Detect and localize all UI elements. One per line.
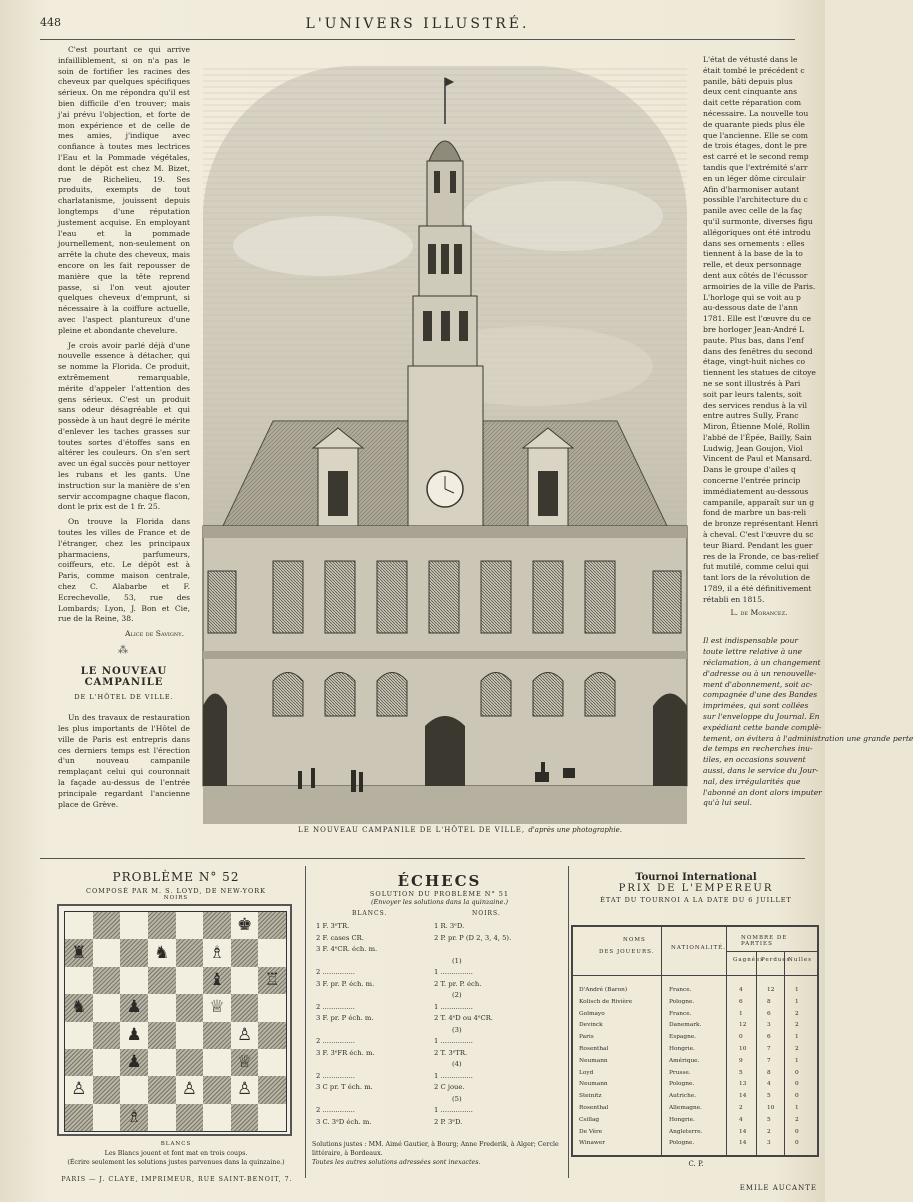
tournament-header <box>575 872 817 904</box>
move-blancs: 2 ............... <box>316 1002 355 1011</box>
games-lost: 8 <box>767 998 771 1005</box>
games-lost: 12 <box>767 987 775 993</box>
board-square <box>120 912 148 939</box>
games-drawn: 0 <box>795 1128 799 1135</box>
chess-piece: ♟ <box>120 1049 148 1076</box>
notice-line: expédiant cette bande complè- <box>703 722 822 732</box>
board-square <box>176 939 204 966</box>
table-col-rule <box>661 927 662 1155</box>
move-blancs: 2 ............... <box>316 1037 355 1045</box>
games-drawn: 2 <box>795 1010 799 1017</box>
board-square <box>65 967 93 994</box>
board-square <box>65 1104 93 1131</box>
board-square <box>231 1104 259 1131</box>
games-won: 10 <box>739 1046 747 1052</box>
games-lost: 7 <box>767 1057 771 1064</box>
notice-line: aussi, dans le service du Jour- <box>703 766 819 775</box>
right-column-line: Vincent de Paul et Mansard. <box>703 454 813 464</box>
move-noirs: (5) <box>452 1094 462 1103</box>
right-column-line: tiennent à la base de la to <box>703 249 803 259</box>
board-square <box>176 994 204 1021</box>
right-column-line: nécessaire. La nouvelle tou <box>703 108 809 118</box>
right-column-line: armoiries de la ville de Paris. <box>703 281 816 291</box>
chess-piece: ♗ <box>120 1104 148 1131</box>
right-column-line: dans ses ornements : elles <box>703 238 805 248</box>
games-won: 12 <box>739 1022 747 1029</box>
engraving-caption <box>260 826 660 834</box>
tournament-subtitle: ÉTAT DU TOURNOI A LA DATE DU 6 JUILLET <box>600 896 792 904</box>
player-name: Steinitz <box>579 1093 602 1100</box>
right-column-line: possible l'architecture du c <box>703 195 808 205</box>
board-square <box>203 912 231 939</box>
right-column-line: en un léger dôme circulair <box>703 173 806 183</box>
games-lost: 6 <box>767 1010 771 1017</box>
section-title: LE NOUVEAU CAMPANILE <box>80 665 168 688</box>
games-won: 6 <box>739 998 743 1005</box>
board-square <box>258 994 286 1021</box>
chess-piece: ♗ <box>203 939 231 966</box>
notice-line: nal, des irrégularités que <box>703 776 801 786</box>
player-nationality: Pologne. <box>669 998 695 1005</box>
games-drawn: 0 <box>795 1093 799 1100</box>
problem-author: COMPOSÉ PAR M. S. LOYD, DE NEW-YORK <box>85 887 267 895</box>
head-gagnees: Gagnées <box>733 957 765 963</box>
left-paragraph-3: On trouve la Florida dans toutes les villes de France et de l'étranger, chez les principaux pharmaciens, parfumeurs, coiffeurs, etc. Le dépôt est à Paris, comme maison centrale, chez C. Alabarbe et F. Ecrechevolle, 53, rue des Lombards; Lyon, J. Bon et Cie, rue de la Reine, 38. <box>58 517 190 624</box>
player-nationality: Autriche. <box>669 1093 697 1100</box>
chess-board <box>57 904 292 1136</box>
head-noms: NOMS <box>623 937 646 943</box>
col-blancs: BLANCS. <box>352 910 388 917</box>
board-square <box>65 1049 93 1076</box>
chess-piece: ♙ <box>231 1022 259 1049</box>
player-name: Winawer <box>579 1140 606 1147</box>
player-nationality: Hongrie. <box>669 1116 695 1123</box>
table-col-rule <box>726 927 727 1155</box>
right-column-line: campanile, apparaît sur un g <box>703 497 815 507</box>
solvers <box>312 1140 567 1167</box>
board-square <box>203 1049 231 1076</box>
chess-piece: ♖ <box>258 967 286 994</box>
right-column-line: panile avec celle de la faç <box>703 206 803 216</box>
caption-source: d'après une photographie. <box>528 826 622 834</box>
right-column-line: res de la Fronde, ce bas-relief <box>703 551 819 561</box>
board-square <box>65 912 93 939</box>
right-column-line: fond de marbre un bas-reli <box>703 508 807 518</box>
move-blancs: 3 F. 4ᵉCR. éch. m. <box>316 945 378 953</box>
right-column <box>703 55 913 809</box>
games-lost: 7 <box>767 1046 771 1052</box>
board-square <box>203 1022 231 1049</box>
board-square <box>258 1076 286 1103</box>
right-column-line: des services rendus à la vil <box>703 400 807 410</box>
right-column-line: dent aux côtés de l'écussor <box>703 270 808 280</box>
right-column-line: deux cent cinquante ans <box>703 87 798 97</box>
games-won: 4 <box>739 987 743 993</box>
move-noirs: 1 R. 3ᵉD. <box>434 922 465 930</box>
move-blancs: 3 C. 3ᵉD éch. m. <box>316 1117 372 1126</box>
player-nationality: France. <box>669 987 692 993</box>
chess-problem <box>52 870 300 901</box>
board-square <box>93 1049 121 1076</box>
chess-piece: ♙ <box>231 1076 259 1103</box>
board-square <box>258 1049 286 1076</box>
board-square <box>203 1076 231 1103</box>
head-perdues: Perdues <box>761 957 791 963</box>
left-column <box>58 45 190 814</box>
notice-line: d'adresse ou à un renouvelle- <box>703 668 817 678</box>
imprint: PARIS — J. CLAYE, IMPRIMEUR, RUE SAINT-BENOIT, 7. <box>61 1176 293 1183</box>
journal-title: L'UNIVERS ILLUSTRÉ. <box>305 16 530 32</box>
col-noirs: NOIRS. <box>472 910 501 917</box>
campanile-engraving <box>203 66 687 824</box>
player-nationality: Pologne. <box>669 1081 695 1088</box>
games-drawn: 1 <box>795 1057 799 1064</box>
right-column-line: Miron, Étienne Molé, Rollin <box>703 422 810 432</box>
board-square <box>176 1049 204 1076</box>
right-signature: L. de Morancez. <box>730 607 788 617</box>
move-blancs: 2 ............... <box>316 1071 355 1080</box>
move-noirs: 2 P. 3ᵉD. <box>434 1117 463 1126</box>
notice-line: ment d'abonnement, soit ac- <box>703 679 813 689</box>
board-square <box>148 1104 176 1131</box>
games-lost: 5 <box>767 1093 771 1100</box>
games-lost: 10 <box>767 1105 775 1111</box>
move-noirs: 2 P. pr. P (D 2, 3, 4, 5). <box>434 933 512 942</box>
games-drawn: 0 <box>795 1081 799 1088</box>
left-signature: Alice de Savigny. <box>125 629 184 639</box>
right-column-line: teur Biard. Pendant les guer <box>703 540 813 550</box>
board-square <box>176 912 204 939</box>
board-square <box>258 912 286 939</box>
right-column-line: tant lors de la révolution de <box>703 573 811 583</box>
right-column-line: qu'il surmonte, diverses figu <box>703 216 813 226</box>
board-square <box>120 939 148 966</box>
tournament-initials: C. P. <box>688 1160 704 1168</box>
move-noirs: (2) <box>452 991 462 999</box>
right-column-line: L'horloge qui se voit au p <box>703 292 801 302</box>
move-blancs: 3 C pr. T éch. m. <box>316 1083 373 1091</box>
games-drawn: 1 <box>795 987 799 993</box>
player-name: Paris <box>579 1034 594 1041</box>
board-square <box>148 994 176 1021</box>
board-square <box>176 1022 204 1049</box>
header-rule <box>40 39 795 40</box>
chess-solution <box>312 872 567 1128</box>
move-noirs: 1 ............... <box>434 1037 473 1045</box>
games-lost: 6 <box>767 1034 771 1041</box>
move-noirs: 1 ............... <box>434 1071 473 1080</box>
right-column-line: au-dessous date de l'ann <box>703 303 798 313</box>
move-noirs: 2 T. 3ᵉTR. <box>434 1048 468 1057</box>
right-column-text <box>703 55 821 606</box>
right-column-line: de bronze représentant Henri <box>703 519 819 529</box>
board-square <box>93 912 121 939</box>
notice-line: tement, on évitera à l'administration une grande perte <box>703 733 913 743</box>
games-drawn: 2 <box>795 1022 799 1029</box>
games-won: 14 <box>739 1140 747 1147</box>
section-paragraph: Un des travaux de restauration les plus importants de l'Hôtel de ville de Paris est entrepris dans ces derniers temps est l'érection d'un nouveau campanile remplaçant celui qui couronnait la façade au-dessus de l'entrée principale regardant l'ancienne place de Grève. <box>58 713 190 809</box>
right-column-line: panile, bâti depuis plus <box>703 76 793 86</box>
move-noirs: 2 C joue. <box>434 1083 465 1091</box>
games-won: 4 <box>739 1116 743 1123</box>
board-square <box>93 939 121 966</box>
player-name: Neumann <box>579 1057 608 1064</box>
move-blancs: 3 F. pr. P. éch. m. <box>316 979 375 988</box>
move-noirs: 1 ............... <box>434 968 473 976</box>
games-drawn: 1 <box>795 1034 799 1041</box>
move-noirs: (1) <box>452 956 462 965</box>
chess-piece: ♝ <box>203 967 231 994</box>
chess-piece: ♜ <box>65 939 93 966</box>
games-won: 9 <box>739 1057 743 1064</box>
board-square <box>231 967 259 994</box>
ornament: ⁂ <box>118 645 130 657</box>
notice-line: qu'à lui seul. <box>703 798 753 808</box>
move-noirs: 2 T. 4ᵉD ou 4ᵉCR. <box>434 1014 493 1022</box>
right-column-line: relle, et deux personnage <box>703 260 802 270</box>
notice-line: Il est indispensable pour <box>703 636 799 646</box>
board-square <box>93 994 121 1021</box>
board-square <box>93 1022 121 1049</box>
left-paragraph-2: Je crois avoir parlé déjà d'une nouvelle essence à détacher, qui se nomme la Florida. Ce produit, extrêmement remarquable, mérite d'appeler l'attention des gens sérieux. C'est un produit sans odeur désagréable et qui possède à un haut degré le mérite d'enlever les taches grasses sur toutes sortes d'étoffes sans en altérer les couleurs. On s'en sert avec un égal succès pour nettoyer les rubans et les gants. Une instruction sur la manière de s'en servir accompagne chaque flacon, dont le prix est de 1 fr. 25. <box>58 340 190 512</box>
board-square <box>203 1104 231 1131</box>
games-drawn: 0 <box>795 1140 799 1147</box>
player-nationality: Espagne. <box>669 1034 697 1041</box>
page-number: 448 <box>40 16 61 29</box>
right-column-line: immédiatement au-dessous <box>703 486 809 496</box>
move-noirs: 1 ............... <box>434 1106 473 1114</box>
games-won: 14 <box>739 1128 747 1135</box>
section-subtitle: DE L'HÔTEL DE VILLE. <box>74 693 174 702</box>
right-column-line: rétabli en 1815. <box>703 594 765 604</box>
right-column-line: à cheval. C'est l'œuvre du sc <box>703 530 814 540</box>
move-blancs: 2 ............... <box>316 1106 355 1114</box>
problem-instruction: Les Blancs jouent et font mat en trois coups. <box>104 1150 248 1157</box>
board-square <box>93 1104 121 1131</box>
move-blancs: 1 F. 3ᵉTR. <box>316 922 350 930</box>
right-column-line: concerne l'entrée princip <box>703 476 801 486</box>
player-nationality: Prusse. <box>669 1069 691 1076</box>
tournament-table <box>571 925 819 1157</box>
column-divider <box>305 866 306 1178</box>
board-square <box>148 1076 176 1103</box>
games-lost: 3 <box>767 1140 771 1147</box>
chess-piece: ♙ <box>65 1076 93 1103</box>
column-divider <box>568 866 569 1178</box>
board-square <box>120 967 148 994</box>
right-column-line: que l'ancienne. Elle se com <box>703 130 809 140</box>
games-won: 2 <box>739 1105 743 1111</box>
games-won: 5 <box>739 1069 743 1076</box>
board-square <box>148 1049 176 1076</box>
right-column-line: est carré et le second remp <box>703 152 809 162</box>
right-column-line: fut mutilé, comme celui qui <box>703 562 809 572</box>
board-square <box>258 939 286 966</box>
left-paragraph-1: C'est pourtant ce qui arrive infailliblement, si on n'a pas le soin de fortifier les racines des cheveux par quelques spécifiques sérieux. On me répondra qu'il est bien difficile d'en trouver; mais j'ai prévu l'objection, et forte de mon expérience et de celle de mes amies, j'indique avec confiance à toutes mes lectrices l'Eau et la Pommade végétales, dont le dépôt est chez M. Bizet, rue de Richelieu, 19. Ses produits, exempts de tout charlatanisme, jouissent depuis longtemps d'une réputation justement acquise. En employant l'eau et la pommade journellement, non-seulement on arrête la chute des cheveux, mais encore on les fait repousser de manière que la tête reprend passe, si l'on veut ajouter quelques cheveux d'emprunt, si nécessaire à la coiffure actuelle, avec l'aspect plantureux d'une pleine et abondante chevelure. <box>58 45 190 335</box>
notice-line: toute lettre relative à une <box>703 647 803 657</box>
board-square <box>258 1022 286 1049</box>
head-noms-2: DES JOUEURS. <box>599 949 655 955</box>
head-parties: NOMBRE DE PARTIES <box>741 935 788 947</box>
right-column-line: 1789, il a été définitivement <box>703 584 812 594</box>
games-lost: 5 <box>767 1116 771 1123</box>
move-noirs: (4) <box>452 1060 462 1068</box>
notice-line: sur l'enveloppe du Journal. En <box>703 712 820 722</box>
move-blancs: 2 F. cases CR. <box>316 933 364 942</box>
player-nationality: Angleterre. <box>669 1128 703 1135</box>
games-won: 13 <box>739 1081 747 1088</box>
page-header <box>40 16 795 38</box>
notice-line: de temps en recherches inu- <box>703 744 813 754</box>
move-blancs: 3 F. 3ᵉFR éch. m. <box>316 1048 375 1057</box>
chess-grid <box>64 911 287 1132</box>
table-head-rule <box>573 975 817 976</box>
table-sub-rule <box>726 951 817 952</box>
board-square <box>93 967 121 994</box>
subscription-notice <box>703 636 913 809</box>
right-column-line: de trois étages, dont le pre <box>703 141 808 151</box>
problem-footer <box>52 1140 300 1167</box>
player-nationality: Pologne. <box>669 1140 695 1147</box>
player-name: Csillag <box>579 1116 600 1123</box>
games-lost: 4 <box>767 1081 771 1088</box>
head-nulles: Nulles <box>788 957 812 963</box>
right-column-line: était tombé le précédent c <box>703 65 805 75</box>
solvers-list: Solutions justes : MM. Aimé Gautier, à Bourg; Anne Frederik, à Alger; Cercle littéraire, à Bordeaux. <box>312 1141 559 1157</box>
player-name: Devinck <box>579 1022 603 1029</box>
hotel-de-ville-illustration <box>203 66 687 824</box>
player-nationality: Amérique. <box>669 1057 700 1064</box>
chess-piece: ♚ <box>231 912 259 939</box>
player-name: D'André (Baron) <box>579 987 628 993</box>
echecs-title: ÉCHECS <box>397 872 482 890</box>
right-column-line: bre horloger Jean-André L <box>703 324 805 334</box>
right-column-line: de quarante pieds plus éle <box>703 119 805 129</box>
chess-piece: ♙ <box>176 1076 204 1103</box>
head-nationalite: NATIONALITÉ. <box>671 945 726 951</box>
notice-line: imprimées, qui sont collées <box>703 701 809 711</box>
move-noirs: 2 T. pr. P. éch. <box>434 979 482 988</box>
solvers-note: Toutes les autres solutions adressées sont inexactes. <box>312 1159 481 1166</box>
board-square <box>120 1076 148 1103</box>
move-noirs: (3) <box>452 1025 462 1034</box>
tournament-title: Tournoi International <box>635 872 757 883</box>
chess-piece: ♕ <box>231 1049 259 1076</box>
problem-note: (Écrire seulement les solutions justes parvenues dans la quinzaine.) <box>67 1159 285 1166</box>
right-column-line: Afin d'harmoniser autant <box>703 184 800 194</box>
board-square <box>65 1022 93 1049</box>
table-col-rule <box>756 951 757 1155</box>
chess-piece: ♞ <box>148 939 176 966</box>
right-column-line: dans des fenêtres du second <box>703 346 813 356</box>
engraving-frame <box>203 66 687 824</box>
player-name: Rosenthal <box>579 1046 609 1052</box>
board-square <box>93 1076 121 1103</box>
games-drawn: 2 <box>795 1046 799 1052</box>
notice-line: compagnée d'une des Bandes <box>703 690 818 700</box>
label-noirs: NOIRS <box>163 895 189 901</box>
caption-title: LE NOUVEAU CAMPANILE DE L'HÔTEL DE VILLE, <box>298 826 526 834</box>
player-nationality: Danemark. <box>669 1022 702 1029</box>
echecs-subtitle: SOLUTION DU PROBLÈME N° 51 <box>369 890 510 898</box>
right-column-line: dait cette réparation com <box>703 98 802 108</box>
games-won: 1 <box>739 1010 743 1017</box>
games-drawn: 0 <box>795 1069 799 1076</box>
chess-piece: ♟ <box>120 994 148 1021</box>
right-column-line: ne se sont illustrés à Pari <box>703 378 801 388</box>
player-name: Neumann <box>579 1081 608 1088</box>
solution-moves <box>312 910 567 1128</box>
right-column-line: tiennent les statues de citoye <box>703 368 816 378</box>
board-square <box>176 1104 204 1131</box>
player-nationality: France. <box>669 1010 692 1017</box>
board-square <box>231 939 259 966</box>
player-name: Rosenthal <box>579 1105 609 1111</box>
notice-line: tiles, en occasions souvent <box>703 755 806 765</box>
right-column-line: entre autres Sully, Franc <box>703 411 799 421</box>
board-square <box>258 1104 286 1131</box>
right-column-line: l'abbé de l'Épée, Bailly, Sain <box>703 432 812 442</box>
games-drawn: 2 <box>795 1116 799 1123</box>
echecs-note: (Envoyer les solutions dans la quinzaine.) <box>370 898 509 906</box>
board-square <box>176 967 204 994</box>
right-column-line: L'état de vétusté dans le <box>703 55 798 64</box>
right-column-line: Ludwig, Jean Goujon, Viol <box>703 443 803 453</box>
board-square <box>148 1022 176 1049</box>
right-column-line: tandis que l'extrémité s'arr <box>703 162 808 172</box>
tournament-signature: EMILE AUCANTE <box>739 1184 817 1192</box>
chess-piece: ♟ <box>120 1022 148 1049</box>
right-column-line: 1781. Elle est l'œuvre du ce <box>703 314 811 324</box>
games-lost: 3 <box>767 1022 771 1029</box>
right-column-line: étage, vingt-huit niches co <box>703 357 806 367</box>
right-column-line: paute. Plus bas, dans l'enf <box>703 335 804 345</box>
table-col-rule <box>784 951 785 1155</box>
label-blancs: BLANCS <box>160 1141 192 1147</box>
chess-piece: ♞ <box>65 994 93 1021</box>
games-won: 0 <box>739 1034 743 1041</box>
player-nationality: Hongrie. <box>669 1046 695 1052</box>
games-drawn: 1 <box>795 1105 799 1111</box>
games-won: 14 <box>739 1093 747 1100</box>
chess-piece: ♕ <box>203 994 231 1021</box>
player-name: Loyd <box>579 1069 594 1076</box>
problem-title: PROBLÈME N° 52 <box>112 870 240 884</box>
notice-line: réclamation, à un changement <box>703 658 821 668</box>
board-square <box>148 967 176 994</box>
move-noirs: 1 ............... <box>434 1002 473 1011</box>
right-column-line: Dans le groupe d'ailes q <box>703 465 796 475</box>
board-square <box>148 912 176 939</box>
move-blancs: 2 ............... <box>316 968 355 976</box>
tournament-prize: PRIX DE L'EMPEREUR <box>618 883 774 894</box>
board-square <box>231 994 259 1021</box>
move-blancs: 3 F. pr. P éch. m. <box>316 1014 374 1022</box>
player-nationality: Allemagne. <box>669 1105 702 1111</box>
player-name: De Vère <box>579 1128 603 1135</box>
bottom-section-rule <box>40 858 805 859</box>
right-column-line: soit par leurs talents, soit <box>703 389 802 399</box>
games-drawn: 1 <box>795 998 799 1005</box>
player-name: Golmayo <box>579 1010 605 1017</box>
notice-line: l'abonné an dont alors imputer <box>703 787 822 797</box>
right-column-line: allégoriques ont été introdu <box>703 227 811 237</box>
games-lost: 2 <box>767 1128 771 1135</box>
games-lost: 8 <box>767 1069 771 1076</box>
player-name: Kolisch de Rivière <box>579 998 633 1005</box>
